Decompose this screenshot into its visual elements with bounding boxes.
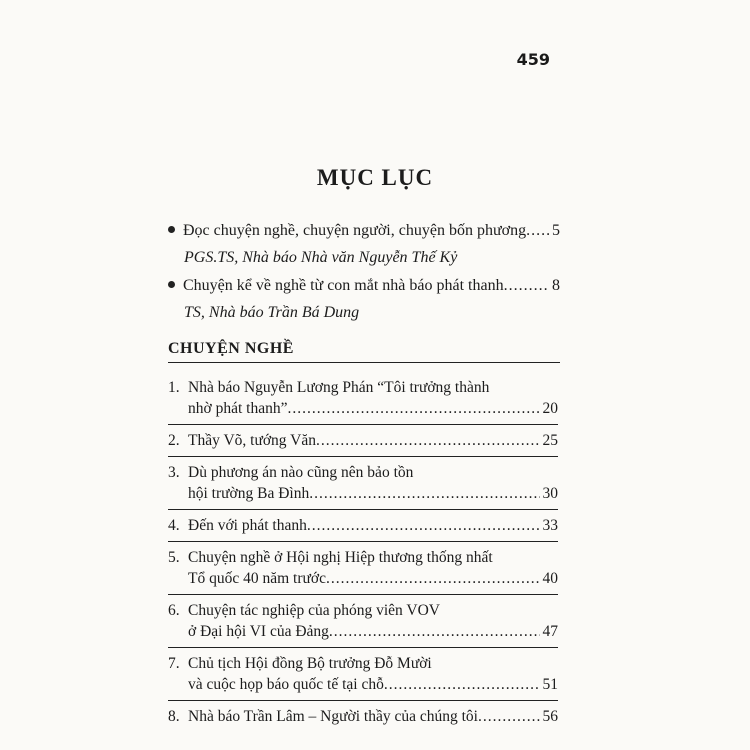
item-title: Đến với phát thanh <box>188 517 307 534</box>
item-page: 25 <box>542 432 558 449</box>
dot-leader <box>287 398 539 419</box>
dot-leader <box>309 483 539 504</box>
intro-author: TS, Nhà báo Trần Bá Dung <box>184 304 360 321</box>
item-title-cont: ở Đại hội VI của Đảng <box>188 623 329 640</box>
intro-author: PGS.TS, Nhà báo Nhà văn Nguyễn Thế Kỷ <box>184 249 458 266</box>
item-page: 51 <box>542 676 558 693</box>
item-number: 8. <box>168 708 180 725</box>
dot-leader <box>478 706 540 727</box>
page-title: MỤC LỤC <box>316 165 434 190</box>
item-title-cont: Tổ quốc 40 năm trước <box>188 570 326 587</box>
item-number: 1. <box>168 379 180 396</box>
item-number: 7. <box>168 655 180 672</box>
item-page: 33 <box>542 517 558 534</box>
toc-item <box>168 457 558 510</box>
toc-item <box>168 648 558 701</box>
section-heading: CHUYỆN NGHỀ <box>168 340 560 363</box>
item-page: 40 <box>542 570 558 587</box>
item-title-cont: hội trường Ba Đình <box>188 485 310 502</box>
intro-line <box>168 277 560 295</box>
dot-leader <box>526 222 549 240</box>
toc-item <box>168 542 558 595</box>
bullet-icon <box>168 281 175 288</box>
intro-title: Chuyện kể về nghề từ con mắt nhà báo phát thanh <box>183 277 504 294</box>
dot-leader <box>316 430 540 451</box>
intro-line <box>168 222 560 240</box>
item-title: Chuyện tác nghiệp của phóng viên VOV <box>188 602 440 619</box>
item-title: Chủ tịch Hội đồng Bộ trưởng Đỗ Mười <box>188 655 432 672</box>
item-number: 2. <box>168 432 180 449</box>
intro-page: 8 <box>552 277 560 294</box>
item-title: Nhà báo Trần Lâm – Người thầy của chúng tôi <box>188 708 478 725</box>
item-page: 20 <box>542 400 558 417</box>
dot-leader <box>307 515 540 536</box>
item-number: 4. <box>168 517 180 534</box>
item-title: Nhà báo Nguyễn Lương Phán “Tôi trưởng thành <box>188 379 490 396</box>
toc-item <box>168 595 558 648</box>
toc-item <box>168 425 558 457</box>
item-page: 47 <box>542 623 558 640</box>
toc-item <box>168 372 558 425</box>
item-number: 5. <box>168 549 180 566</box>
intro-page: 5 <box>552 222 560 239</box>
dot-leader <box>504 277 549 295</box>
dot-leader <box>326 568 540 589</box>
intro-entry <box>168 222 560 267</box>
item-number: 6. <box>168 602 180 619</box>
toc-item <box>168 510 558 542</box>
item-number: 3. <box>168 464 180 481</box>
item-title: Dù phương án nào cũng nên bảo tồn <box>188 464 414 481</box>
item-page: 56 <box>542 708 558 725</box>
dot-leader <box>329 621 540 642</box>
item-title: Thầy Võ, tướng Văn <box>188 432 316 449</box>
item-title: Chuyện nghề ở Hội nghị Hiệp thương thống nhất <box>188 549 493 566</box>
bullet-icon <box>168 226 175 233</box>
item-title-cont: và cuộc họp báo quốc tế tại chỗ <box>188 676 384 693</box>
dot-leader <box>384 674 540 695</box>
intro-entry <box>168 277 560 322</box>
item-title-cont: nhờ phát thanh” <box>188 400 288 417</box>
item-page: 30 <box>542 485 558 502</box>
toc-item <box>168 701 558 732</box>
intro-title: Đọc chuyện nghề, chuyện người, chuyện bốn phương <box>183 222 527 239</box>
page-number: 459 <box>516 50 550 69</box>
toc-list <box>168 372 558 732</box>
